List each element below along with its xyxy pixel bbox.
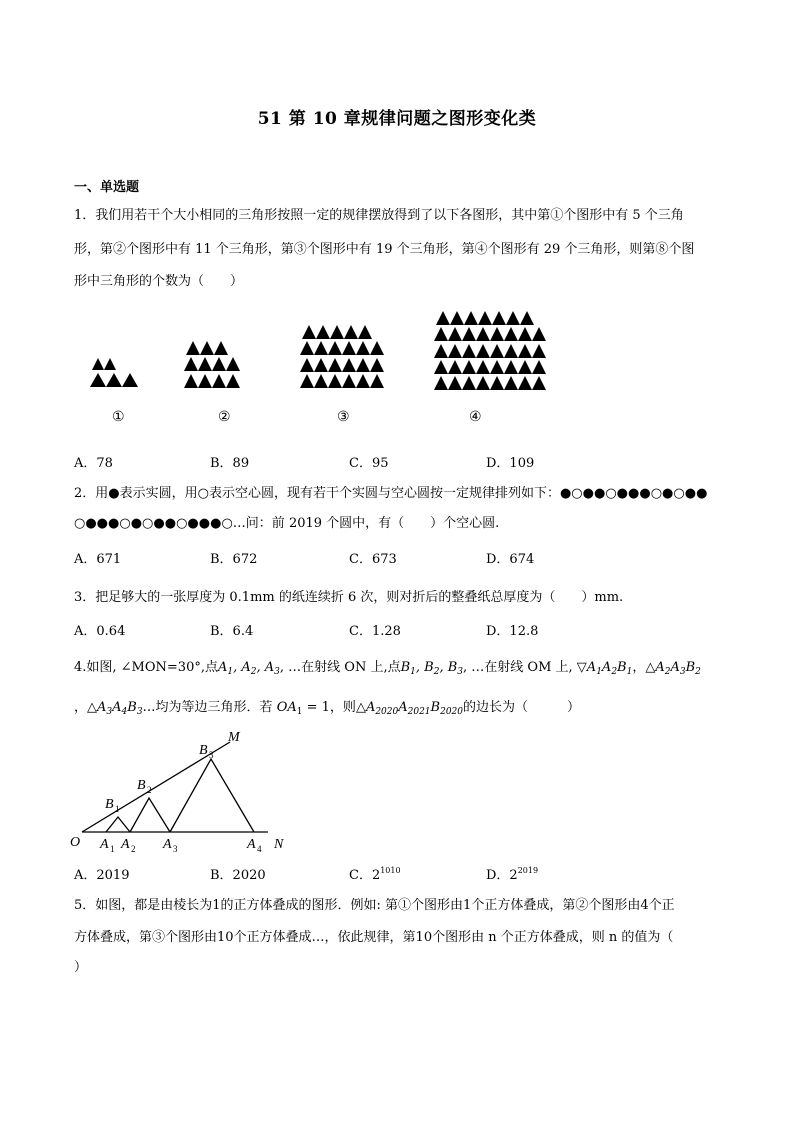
label-b1-sub: 1: [115, 804, 120, 814]
section-heading: 一、单选题: [74, 180, 140, 195]
q4-line-1-b: 在射线 ON 上,点: [301, 660, 401, 675]
q1-line-1: 1．我们用若干个大小相同的三角形按照一定的规律摆放得到了以下各图形，其中第①个图形中有 5 个三角: [74, 208, 684, 223]
q4-line-1-c: 在射线 OM 上,: [484, 660, 573, 675]
label-b3-sub: 3: [209, 750, 214, 760]
label-b1: B: [105, 797, 114, 812]
q2-option-b: B．672: [210, 552, 258, 567]
q2-option-d: D．674: [486, 552, 535, 567]
label-b2-sub: 2: [147, 785, 152, 795]
triangle-a1a2b1: [106, 817, 130, 832]
label-b3: B: [199, 743, 208, 758]
q2-line-2: ○●●●○●○●●○●●●○…问：前 2019 个圆中，有（ ）个空心圆.: [74, 516, 500, 531]
figure-label-2: ②: [218, 409, 231, 425]
q1-option-b: B．89: [210, 456, 250, 471]
q4-geometry-diagram: [68, 728, 298, 858]
label-a3-sub: 3: [173, 844, 178, 854]
q5-line-2: 方体叠成，第③个图形由10个正方体叠成…，依此规律，第10个图形由 n 个正方体叠成，则 n 的值为（: [74, 930, 674, 945]
q4-option-d-exponent: 2019: [517, 866, 539, 875]
q3-option-d: D．12.8: [486, 624, 539, 639]
q2-option-c: C．673: [349, 552, 397, 567]
label-a1-sub: 1: [110, 844, 115, 854]
q4-option-c: C．$2^{1010}$: [349, 866, 401, 883]
triangle-a3a4b3: [170, 759, 254, 832]
q4-line-2-a: 均为等边三角形．若: [155, 700, 273, 715]
label-a2-sub: 2: [131, 844, 136, 854]
label-a3: A: [163, 837, 172, 852]
page-title: 51 第 10 章规律问题之图形变化类: [257, 109, 537, 129]
label-a4-sub: 4: [257, 844, 262, 854]
triangle-a2a3b2: [130, 798, 170, 832]
figure-label-4: ④: [469, 409, 482, 425]
label-m: M: [228, 730, 240, 745]
q4-line-2-b: ，则: [329, 700, 356, 715]
q1-option-d: D．109: [486, 456, 535, 471]
q5-line-3: ）: [74, 960, 88, 975]
q3-option-b: B．6.4: [210, 624, 254, 639]
q2-option-a: A．671: [74, 552, 122, 567]
label-o: O: [70, 835, 81, 850]
q1-option-c: C．95: [349, 456, 389, 471]
q4-line-1-a: 4.如图, ∠MON=30°,点: [74, 660, 218, 675]
triangle-figure-2: [180, 338, 260, 390]
q3-option-c: C．1.28: [349, 624, 401, 639]
label-b2: B: [137, 778, 146, 793]
q3-line: 3．把足够大的一张厚度为 0.1mm 的纸连续折 6 次，则对折后的整叠纸总厚度为（ ）mm.: [74, 590, 624, 605]
figure-label-1: ①: [112, 409, 125, 425]
label-a1: A: [100, 837, 109, 852]
q1-line-2: 形，第②个图形中有 11 个三角形，第③个图形中有 19 个三角形，第④个图形有 29 个三角形，则第⑧个图: [74, 242, 695, 257]
q4-option-c-exponent: 1010: [380, 866, 401, 875]
q4-line-2-c: 的边长为（ ）: [463, 700, 581, 715]
triangle-figure-3: [296, 322, 396, 390]
q4-line-1: 4.如图, ∠MON=30°,点$A_1$, $A_2$, $A_3$, …在射线 ON 上,点$B_1$, $B_2$, $B_3$, …在射线 OM 上, $▽A_1A_2B_1$，$\triangle A_2A_3B_2$: [74, 660, 701, 677]
q1-option-a: A．78: [74, 456, 113, 471]
q4-option-d: D．$2^{2019}$: [486, 866, 539, 883]
label-a4: A: [247, 837, 256, 852]
q4-option-a: A．2019: [74, 868, 130, 883]
triangle-figure-4: [430, 308, 550, 392]
q4-points-a: $A_1$, $A_2$, $A_3$: [217, 660, 280, 677]
q1-line-3: 形中三角形的个数为（ ）: [74, 274, 244, 289]
ray-om: [82, 742, 230, 832]
label-a2: A: [121, 837, 130, 852]
figure-label-3: ③: [337, 409, 350, 425]
q4-points-b: $B_1$, $B_2$, $B_3$: [400, 660, 464, 677]
q4-option-b: B．2020: [210, 868, 266, 883]
q4-line-2: ，$\triangle A_3A_4B_3\dots$均为等边三角形．若 $OA_1 = 1$，则$\triangle A_{2020}A_{2021}B_{2020}$的边长为（ ）: [74, 700, 581, 717]
q2-line-1: 2．用●表示实圆，用○表示空心圆，现有若干个实圆与空心圆按一定规律排列如下：●○●●○●●●○●○●●: [74, 486, 708, 501]
q3-option-a: A．0.64: [74, 624, 126, 639]
label-n: N: [274, 837, 284, 852]
triangle-figure-1: [88, 352, 148, 392]
q5-line-1: 5．如图，都是由棱长为1的正方体叠成的图形．例如: 第①个图形由1个正方体叠成，第②个图形由4个正: [74, 898, 675, 913]
